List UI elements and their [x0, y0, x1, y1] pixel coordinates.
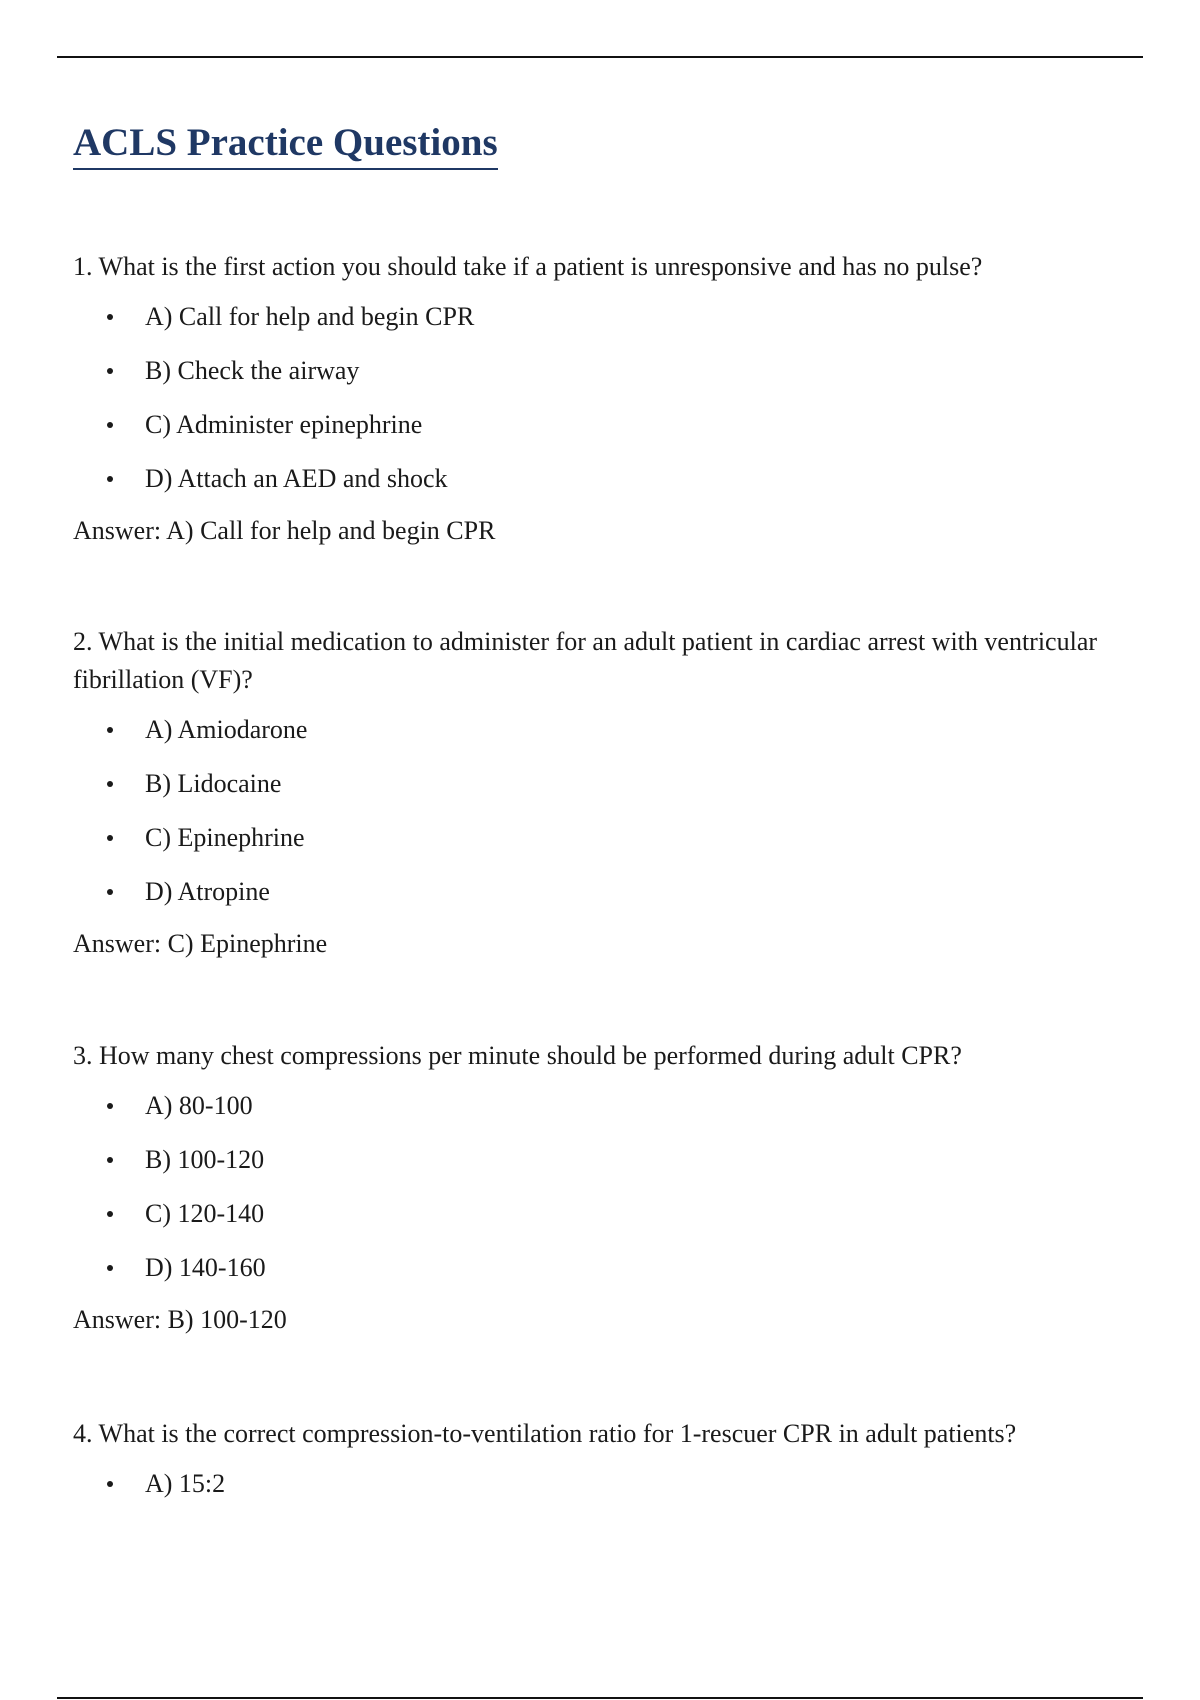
- bullet-icon: [107, 889, 113, 895]
- option-item: [73, 1141, 1123, 1179]
- options-list: [73, 1465, 1123, 1503]
- bullet-icon: [107, 1103, 113, 1109]
- answer-text: Answer: A) Call for help and begin CPR: [73, 516, 496, 545]
- option-label: B) Lidocaine: [145, 769, 282, 798]
- option-label: A) Call for help and begin CPR: [145, 302, 475, 331]
- bullet-icon: [107, 1481, 113, 1487]
- answer-text: Answer: B) 100-120: [73, 1305, 287, 1334]
- question-1: [73, 248, 1123, 550]
- bullet-icon: [107, 727, 113, 733]
- options-list: [73, 298, 1123, 498]
- option-label: B) 100-120: [145, 1145, 265, 1174]
- option-label: A) 80-100: [145, 1091, 253, 1120]
- option-item: [73, 1195, 1123, 1233]
- question-text: 2. What is the initial medication to administer for an adult patient in cardiac arrest with ventricular fibrillation (VF)?: [73, 627, 1098, 694]
- bullet-icon: [107, 835, 113, 841]
- option-label: B) Check the airway: [145, 356, 360, 385]
- question-text: 1. What is the first action you should take if a patient is unresponsive and has no pulse?: [73, 252, 983, 281]
- question-4: [73, 1415, 1123, 1519]
- top-rule: [57, 56, 1143, 58]
- answer-text: Answer: C) Epinephrine: [73, 929, 328, 958]
- option-item: [73, 1087, 1123, 1125]
- option-label: A) Amiodarone: [145, 715, 308, 744]
- option-item: [73, 298, 1123, 336]
- option-item: [73, 765, 1123, 803]
- option-item: [73, 873, 1123, 911]
- document-body: [73, 118, 1123, 1498]
- option-label: C) Epinephrine: [145, 823, 305, 852]
- option-item: [73, 711, 1123, 749]
- option-label: C) 120-140: [145, 1199, 265, 1228]
- option-label: C) Administer epinephrine: [145, 410, 423, 439]
- option-label: D) 140-160: [145, 1253, 266, 1282]
- option-item: [73, 1465, 1123, 1503]
- bullet-icon: [107, 1211, 113, 1217]
- page-title: ACLS Practice Questions: [73, 118, 498, 170]
- bullet-icon: [107, 1157, 113, 1163]
- option-label: D) Atropine: [145, 877, 270, 906]
- option-item: [73, 819, 1123, 857]
- bullet-icon: [107, 476, 113, 482]
- bullet-icon: [107, 422, 113, 428]
- bullet-icon: [107, 368, 113, 374]
- question-text: 4. What is the correct compression-to-ventilation ratio for 1-rescuer CPR in adult patients?: [73, 1419, 1017, 1448]
- option-item: [73, 460, 1123, 498]
- option-item: [73, 406, 1123, 444]
- options-list: [73, 1087, 1123, 1287]
- bullet-icon: [107, 314, 113, 320]
- question-2: [73, 623, 1123, 963]
- question-text: 3. How many chest compressions per minute should be performed during adult CPR?: [73, 1041, 962, 1070]
- option-label: D) Attach an AED and shock: [145, 464, 448, 493]
- question-3: [73, 1037, 1123, 1339]
- bullet-icon: [107, 781, 113, 787]
- option-item: [73, 1249, 1123, 1287]
- bullet-icon: [107, 1265, 113, 1271]
- bottom-rule: [57, 1697, 1143, 1699]
- option-item: [73, 352, 1123, 390]
- option-label: A) 15:2: [145, 1469, 226, 1498]
- options-list: [73, 711, 1123, 911]
